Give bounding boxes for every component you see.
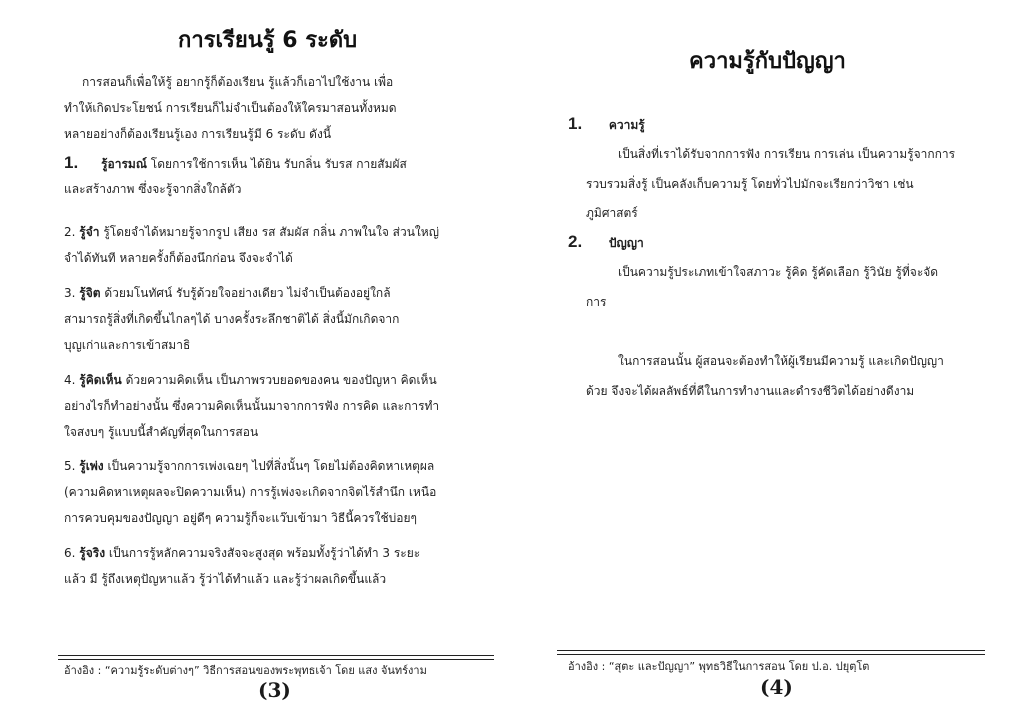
item-term: รู้จริง [79, 546, 106, 560]
section-heading [568, 229, 644, 256]
item-text: ด้วยความคิดเห็น เป็นภาพรวบยอดของคน ของปัญหา คิดเห็น [125, 373, 437, 387]
footer-rule [58, 659, 494, 660]
item-text: (ความคิดหาเหตุผลจะปิดความเห็น) การรู้เพ่งจะเกิดจากจิตไร้สำนึก เหนือ [64, 485, 437, 499]
section-text: ภูมิศาสตร์ [586, 206, 638, 220]
list-item [64, 453, 434, 479]
item-term: รู้เพ่ง [79, 459, 104, 473]
reference-text: อ้างอิง : “สุตะ และปัญญา” พุทธวิธีในการสอน โดย ป.อ. ปยุตฺโต [568, 660, 870, 673]
item-text: โดยการใช้การเห็น ได้ยิน รับกลิ่น รับรส กายสัมผัส [150, 157, 407, 171]
list-item [64, 540, 420, 566]
item-text: เป็นการรู้หลักความจริงสัจจะสูงสุด พร้อมทั้งรู้ว่าได้ทำ 3 ระยะ [108, 546, 421, 560]
list-item [64, 280, 391, 306]
footer-rule [557, 650, 985, 651]
item-number: 4. [64, 373, 76, 387]
section-number: 1. [568, 114, 583, 133]
page-number: (4) [760, 675, 793, 699]
item-text: จำได้ทันที หลายครั้งก็ต้องนึกก่อน จึงจะจำได้ [64, 251, 293, 265]
item-text: เป็นความรู้จากการเพ่งเฉยๆ ไปที่สิ่งนั้นๆ โดยไม่ต้องคิดหาเหตุผล [107, 459, 435, 473]
item-term: รู้จำ [79, 225, 100, 239]
closing-line: ในการสอนนั้น ผู้สอนจะต้องทำให้ผู้เรียนมีความรู้ และเกิดปัญญา [618, 354, 944, 368]
right-page-title: ความรู้กับปัญญา [689, 49, 846, 74]
page-number: (3) [258, 678, 291, 702]
section-heading [568, 111, 645, 138]
item-text: ด้วยมโนทัศน์ รับรู้ด้วยใจอย่างเดียว ไม่จำเป็นต้องอยู่ใกล้ [104, 286, 391, 300]
item-number: 6. [64, 546, 76, 560]
item-text: ใจสงบๆ รู้แบบนี้สำคัญที่สุดในการสอน [64, 425, 259, 439]
item-number: 1. [64, 153, 79, 172]
section-title: ความรู้ [608, 118, 645, 132]
item-text: การควบคุมของปัญญา อยู่ดีๆ ความรู้ก็จะแว๊บเข้ามา วิธีนี้ควรใช้บ่อยๆ [64, 511, 417, 525]
item-number: 3. [64, 286, 76, 300]
section-text: รวบรวมสิ่งรู้ เป็นคลังเก็บความรู้ โดยทั่วไปมักจะเรียกว่าวิชา เช่น [586, 177, 914, 191]
section-text: การ [586, 295, 607, 309]
item-term: รู้อารมณ์ [101, 157, 147, 171]
section-title: ปัญญา [608, 236, 644, 250]
item-text: รู้โดยจำได้หมายรู้จากรูป เสียง รส สัมผัส กลิ่น ภาพในใจ ส่วนใหญ่ [103, 225, 439, 239]
intro-line: การสอนก็เพื่อให้รู้ อยากรู้ก็ต้องเรียน รู้แล้วก็เอาไปใช้งาน เพื่อ [82, 75, 394, 89]
list-item [64, 367, 437, 393]
item-text: อย่างไรก็ทำอย่างนั้น ซึ่งความคิดเห็นนั้นมาจากการฟัง การคิด และการทำ [64, 399, 440, 413]
intro-line: ทำให้เกิดประโยชน์ การเรียนก็ไม่จำเป็นต้องให้ใครมาสอนทั้งหมด [64, 101, 397, 115]
item-text: แล้ว มี รู้ถึงเหตุปัญหาแล้ว รู้ว่าได้ทำแล้ว และรู้ว่าผลเกิดขึ้นแล้ว [64, 572, 387, 586]
footer-rule [557, 654, 985, 655]
list-item [64, 150, 407, 177]
section-text: เป็นความรู้ประเภทเข้าใจสภาวะ รู้คิด รู้คัดเลือก รู้วินัย รู้ที่จะจัด [618, 265, 939, 279]
left-page-title: การเรียนรู้ 6 ระดับ [178, 28, 358, 53]
section-number: 2. [568, 232, 583, 251]
footer-rule [58, 655, 494, 656]
item-number: 2. [64, 225, 76, 239]
right-page [511, 0, 1023, 708]
reference-text: อ้างอิง : “ความรู้ระดับต่างๆ” วิธีการสอนของพระพุทธเจ้า โดย แสง จันทร์งาม [64, 664, 427, 677]
section-text: เป็นสิ่งที่เราได้รับจากการฟัง การเรียน การเล่น เป็นความรู้จากการ [618, 147, 956, 161]
item-term: รู้จิต [79, 286, 101, 300]
intro-line: หลายอย่างก็ต้องเรียนรู้เอง การเรียนรู้มี 6 ระดับ ดังนี้ [64, 127, 332, 141]
item-text: และสร้างภาพ ซึ่งจะรู้จากสิ่งใกล้ตัว [64, 182, 242, 196]
left-page [0, 0, 511, 708]
closing-line: ด้วย จึงจะได้ผลลัพธ์ที่ดีในการทำงานและดำรงชีวิตได้อย่างดีงาม [586, 384, 915, 398]
item-text: สามารถรู้สิ่งที่เกิดขึ้นไกลๆได้ บางครั้งระลึกชาติได้ สิ่งนี้มักเกิดจาก [64, 312, 400, 326]
item-number: 5. [64, 459, 76, 473]
item-term: รู้คิดเห็น [79, 373, 122, 387]
list-item [64, 219, 439, 245]
item-text: บุญเก่าและการเข้าสมาธิ [64, 338, 191, 352]
